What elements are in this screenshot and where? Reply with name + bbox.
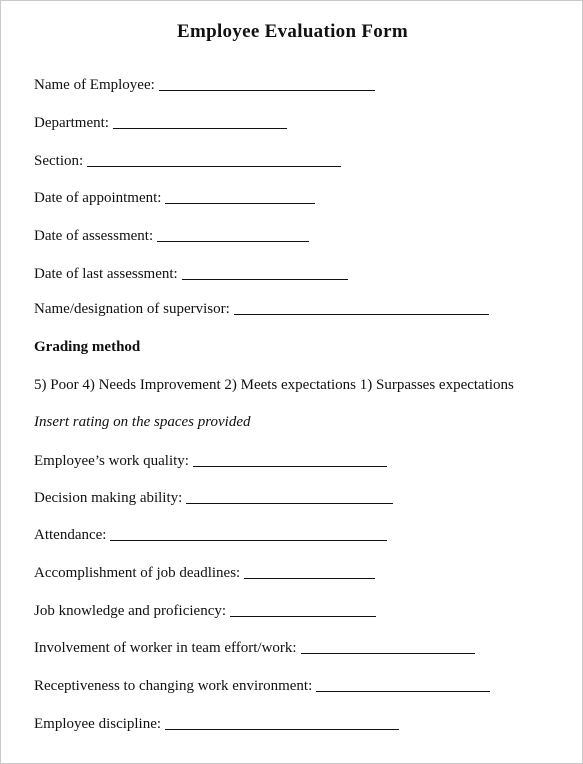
blank-line[interactable] <box>234 313 489 315</box>
blank-line[interactable] <box>165 202 315 204</box>
blank-line[interactable] <box>159 89 375 91</box>
blank-line[interactable] <box>186 502 393 504</box>
field-discipline <box>34 716 399 733</box>
field-attendance <box>34 527 387 544</box>
field-label: Receptiveness to changing work environment: <box>34 678 313 694</box>
field-label: Involvement of worker in team effort/work: <box>34 640 297 656</box>
field-label: Job knowledge and proficiency: <box>34 603 227 619</box>
form-title: Employee Evaluation Form <box>177 21 408 42</box>
field-label: Name of Employee: <box>34 77 155 93</box>
field-supervisor <box>34 301 489 318</box>
grading-scale: 5) Poor 4) Needs Improvement 2) Meets expectations 1) Surpasses expectations <box>34 377 514 393</box>
field-section <box>34 153 341 170</box>
field-label: Accomplishment of job deadlines: <box>34 565 241 581</box>
field-label: Employee’s work quality: <box>34 453 189 469</box>
blank-line[interactable] <box>113 127 287 129</box>
field-date-of-assessment <box>34 228 309 245</box>
field-label: Decision making ability: <box>34 490 183 506</box>
blank-line[interactable] <box>301 652 475 654</box>
blank-line[interactable] <box>316 690 490 692</box>
blank-line[interactable] <box>244 577 375 579</box>
blank-line[interactable] <box>87 165 341 167</box>
field-team-effort <box>34 640 475 657</box>
blank-line[interactable] <box>182 278 348 280</box>
field-label: Date of assessment: <box>34 228 154 244</box>
field-date-of-last-assessment <box>34 266 348 283</box>
field-decision-making <box>34 490 393 507</box>
blank-line[interactable] <box>165 728 399 730</box>
grading-heading: Grading method <box>34 339 141 355</box>
field-name-of-employee <box>34 77 375 94</box>
field-department <box>34 115 287 132</box>
instruction-text: Insert rating on the spaces provided <box>34 414 251 430</box>
field-label: Department: <box>34 115 109 131</box>
field-label: Section: <box>34 153 84 169</box>
field-date-of-appointment <box>34 190 315 207</box>
field-job-deadlines <box>34 565 375 582</box>
field-label: Name/designation of supervisor: <box>34 301 230 317</box>
field-receptiveness <box>34 678 490 695</box>
field-label: Attendance: <box>34 527 107 543</box>
field-label: Date of last assessment: <box>34 266 178 282</box>
field-work-quality <box>34 453 387 470</box>
field-label: Date of appointment: <box>34 190 162 206</box>
blank-line[interactable] <box>230 615 376 617</box>
field-label: Employee discipline: <box>34 716 162 732</box>
blank-line[interactable] <box>110 539 387 541</box>
blank-line[interactable] <box>157 240 309 242</box>
field-job-knowledge <box>34 603 376 620</box>
blank-line[interactable] <box>193 465 387 467</box>
